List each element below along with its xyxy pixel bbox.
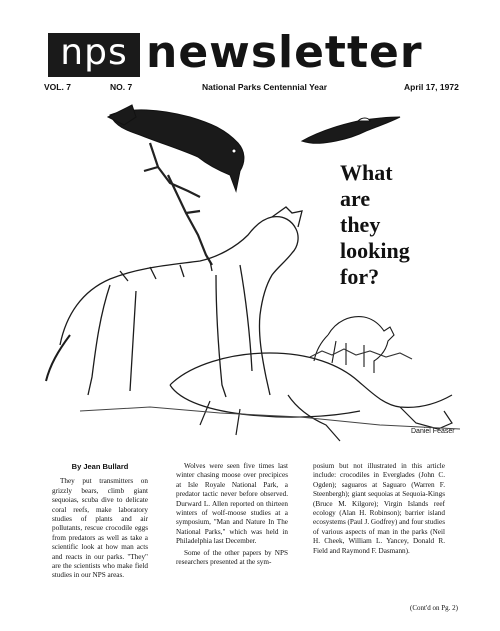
nps-logo-box: nps <box>48 33 140 77</box>
issue-info-bar <box>44 82 464 96</box>
centennial-tagline: National Parks Centennial Year <box>202 82 328 92</box>
headline-line-2: are <box>340 186 371 211</box>
fallen-moose-drawing <box>80 353 460 441</box>
article-column-1 <box>52 462 148 583</box>
column-3-paragraph: posium but not illustrated in this article include: crocodiles in Everglades (John C. Ogden); saguaros at Saguaro (Warren F. Steenbergh); giant sequoias at Sequoia-Kings (Bruce M. Kilgore); Virgin Islands reef ecology (Alan H. Robinson); barrier island ecosystems (Paul J. Godfrey) and four studies of various aspects of man in the parks (Neil H. Cheek, William L. Yancey, Donald R. Field and Raymond F. Dasmann). <box>313 462 445 555</box>
issue-number: NO. 7 <box>110 82 133 92</box>
eagle-drawing <box>302 117 400 143</box>
article-column-3 <box>313 462 445 558</box>
headline-line-1: What <box>340 160 393 185</box>
byline: By Jean Bullard <box>71 462 129 471</box>
issue-date: April 17, 1972 <box>404 82 459 92</box>
standing-wolf-drawing <box>46 207 302 397</box>
newsletter-title: newsletter <box>146 27 423 78</box>
headline-line-5: for? <box>340 264 380 289</box>
headline <box>340 160 470 290</box>
headline-line-3: they <box>340 212 381 237</box>
raven-drawing <box>108 105 244 191</box>
masthead <box>48 27 458 78</box>
column-2-paragraph-2: Some of the other papers by NPS researchers presented at the sym- <box>176 548 288 567</box>
headline-line-4: looking <box>340 238 410 263</box>
article-column-2 <box>176 462 288 569</box>
branch-drawing <box>144 143 212 265</box>
column-2-paragraph-1: Wolves were seen five times last winter chasing moose over precipices at Isle Royale National Park, a predator tactic never before observed. Durward L. Allen reported on thirteen winters of wolf-moose studies at a symposium, "Man and Nature In The National Parks," which was held in Philadelphia last December. <box>176 462 288 546</box>
continued-note: (Cont'd on Pg. 2) <box>410 604 458 612</box>
volume-label: VOL. 7 <box>44 82 71 92</box>
distant-wolf-drawing <box>310 317 412 373</box>
artist-credit: Daniel Feaser <box>411 428 455 435</box>
column-1-paragraph: They put transmitters on grizzly bears, climb giant sequoias, scuba dive to delicate coral reefs, make laboratory studies of plants and air pollutants, rescue crocodile eggs from predators as well as take a scientific look at how man acts and reacts in our parks. "They" are the scientists who make field studies in our NPS areas. <box>52 477 148 580</box>
